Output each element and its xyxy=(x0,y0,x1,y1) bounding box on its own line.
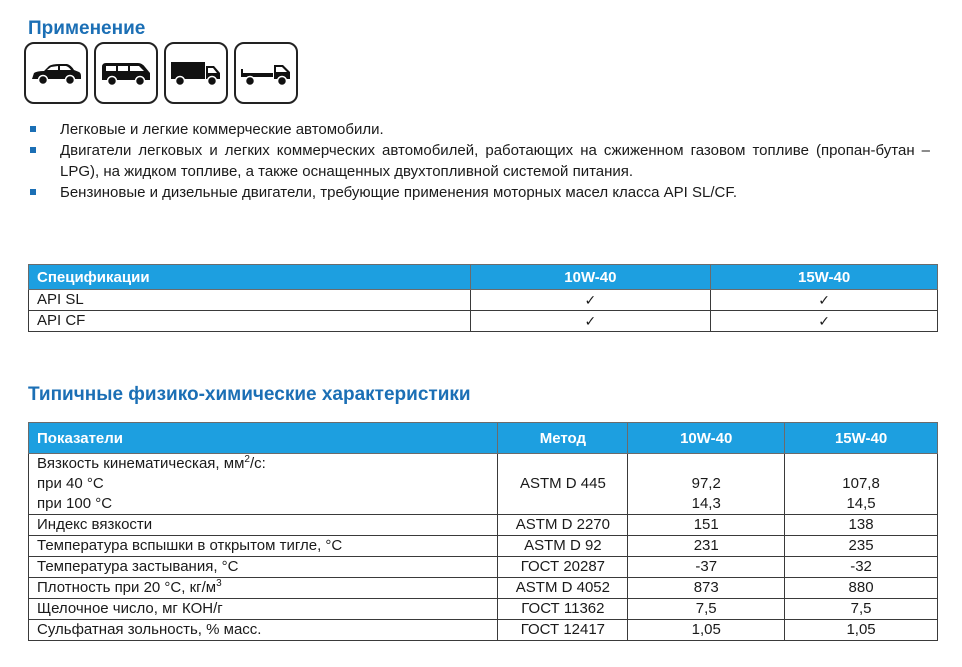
column-header: Спецификации xyxy=(29,265,471,290)
table-header-row xyxy=(29,423,938,454)
truck-icon xyxy=(168,58,224,88)
value-10w40: 97,2 14,3 xyxy=(628,454,785,515)
list-item: Легковые и легкие коммерческие автомобили. xyxy=(30,119,930,140)
spec-name: API CF xyxy=(29,311,471,332)
value-10w40: 873 xyxy=(628,578,785,599)
bullet-square-icon xyxy=(30,189,36,195)
column-header: Показатели xyxy=(29,423,498,454)
value-10w40: -37 xyxy=(628,557,785,578)
property-name: Температура вспышки в открытом тигле, °С xyxy=(29,536,498,557)
table-row xyxy=(29,290,938,311)
method: ГОСТ 20287 xyxy=(498,557,628,578)
table-row xyxy=(29,536,938,557)
method: ASTM D 4052 xyxy=(498,578,628,599)
column-header: Метод xyxy=(498,423,628,454)
value-10w40: 151 xyxy=(628,515,785,536)
table-row xyxy=(29,599,938,620)
viscosity-100-label: при 100 °C xyxy=(37,495,113,512)
vehicle-icons-row xyxy=(24,42,298,104)
check-icon: ✓ xyxy=(470,311,711,332)
check-icon: ✓ xyxy=(470,290,711,311)
spec-name: API SL xyxy=(29,290,471,311)
van-icon-tile xyxy=(94,42,158,104)
car-icon-tile xyxy=(24,42,88,104)
value-15w40: 235 xyxy=(785,536,938,557)
car-icon xyxy=(28,58,84,88)
bullet-square-icon xyxy=(30,126,36,132)
property-name: Плотность при 20 °С, $кг/м^3$ xyxy=(29,578,498,599)
application-list xyxy=(30,119,930,203)
viscosity-label: Вязкость кинематическая, $мм^2/с$: xyxy=(37,454,266,472)
specifications-table xyxy=(28,264,938,332)
value-10w40: 231 xyxy=(628,536,785,557)
truck-icon-tile xyxy=(164,42,228,104)
method: ГОСТ 12417 xyxy=(498,620,628,641)
value-15w40: 1,05 xyxy=(785,620,938,641)
column-header: 10W-40 xyxy=(628,423,785,454)
properties-table xyxy=(28,422,938,641)
flatbed-truck-icon xyxy=(238,58,294,88)
table-row xyxy=(29,311,938,332)
method: ГОСТ 11362 xyxy=(498,599,628,620)
column-header: 10W-40 xyxy=(470,265,711,290)
bullet-square-icon xyxy=(30,147,36,153)
table-row xyxy=(29,620,938,641)
section-title-application: Применение xyxy=(28,18,146,39)
list-item: Бензиновые и дизельные двигатели, требующие применения моторных масел класса API SL/CF. xyxy=(30,182,930,203)
property-name: Температура застывания, °С xyxy=(29,557,498,578)
value-10w40: 7,5 xyxy=(628,599,785,620)
property-name: Индекс вязкости xyxy=(29,515,498,536)
check-icon: ✓ xyxy=(711,311,938,332)
van-icon xyxy=(98,58,154,88)
column-header: 15W-40 xyxy=(785,423,938,454)
table-row-viscosity xyxy=(29,454,938,515)
value-15w40: 880 xyxy=(785,578,938,599)
value-15w40: 107,8 14,5 xyxy=(785,454,938,515)
table-row xyxy=(29,578,938,599)
method: ASTM D 445 xyxy=(498,454,628,515)
column-header: 15W-40 xyxy=(711,265,938,290)
method: ASTM D 92 xyxy=(498,536,628,557)
viscosity-40-label: при 40 °C xyxy=(37,475,104,492)
check-icon: ✓ xyxy=(711,290,938,311)
value-15w40: 7,5 xyxy=(785,599,938,620)
table-header-row xyxy=(29,265,938,290)
property-name: Щелочное число, мг КОН/г xyxy=(29,599,498,620)
section-title-properties: Типичные физико-химические характеристики xyxy=(28,384,471,405)
list-item: Двигатели легковых и легких коммерческих автомобилей, работающих на сжиженном газовом топливе (пропан-бутан – LPG), на жидком топливе, а также оснащенных двухтопливной системой питания. xyxy=(30,140,930,182)
value-15w40: 138 xyxy=(785,515,938,536)
flatbed-truck-icon-tile xyxy=(234,42,298,104)
value-15w40: -32 xyxy=(785,557,938,578)
property-name: Сульфатная зольность, % масс. xyxy=(29,620,498,641)
table-row xyxy=(29,515,938,536)
method: ASTM D 2270 xyxy=(498,515,628,536)
property-name xyxy=(29,454,498,515)
value-10w40: 1,05 xyxy=(628,620,785,641)
table-row xyxy=(29,557,938,578)
